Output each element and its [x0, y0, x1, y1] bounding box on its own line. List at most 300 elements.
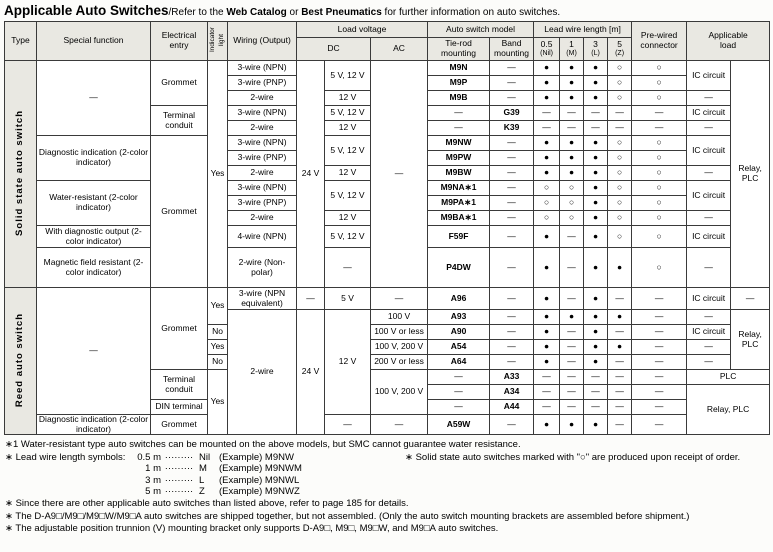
cell-wiring-m9pw: 3-wire (PNP): [228, 151, 297, 166]
cell-lead-m9bw-05: ●: [534, 166, 560, 181]
cell-ac-a54: 100 V, 200 V: [371, 340, 428, 355]
header-dc: DC: [297, 38, 371, 61]
cell-dcv-p4dw: —: [325, 248, 371, 288]
lead-length: 0.5 m: [137, 451, 161, 463]
cell-load-relay-a93: Relay, PLC: [731, 310, 770, 370]
cell-tierod-a34: —: [428, 385, 490, 400]
lead-example: (Example) M9NWM: [219, 463, 302, 475]
cell-model-a64: A64: [428, 355, 490, 370]
header-lead-col-5: [608, 38, 632, 61]
cell-lead-m9na-3: ●: [584, 181, 608, 196]
cell-load-ic-f59f: IC circuit: [687, 226, 731, 248]
cell-lead-f59f-1: —: [560, 226, 584, 248]
cell-tierod-a44: —: [428, 400, 490, 415]
cell-load-a93-left: —: [687, 310, 731, 325]
cell-lead-m9pw-5: ○: [608, 151, 632, 166]
title-web-catalog: Web Catalog: [226, 7, 287, 18]
cell-dc-24v-solid: 24 V: [297, 61, 325, 288]
cell-load-m9bw: —: [687, 166, 731, 181]
cell-model-a93: A93: [428, 310, 490, 325]
cell-lead-m9nw-3: ●: [584, 136, 608, 151]
cell-prewired-a96: —: [632, 288, 687, 310]
cell-prewired-a90: —: [632, 325, 687, 340]
cell-lead-p4dw-1: —: [560, 248, 584, 288]
cell-band-a59w: —: [490, 415, 534, 435]
cell-lead-k39-1: —: [560, 121, 584, 136]
cell-indicator-solid: Yes: [208, 61, 228, 288]
auto-switch-table: [4, 21, 770, 435]
cell-band-m9nw: —: [490, 136, 534, 151]
cell-lead-f59f-05: ●: [534, 226, 560, 248]
header-lead-col-3: [584, 38, 608, 61]
cell-load-ic-a96: IC circuit: [687, 288, 731, 310]
cell-lead-m9ba-5: ○: [608, 211, 632, 226]
cell-band-m9na: —: [490, 181, 534, 196]
cell-prewired-a33: —: [632, 370, 687, 385]
cell-lead-m9bw-5: ○: [608, 166, 632, 181]
cell-load-a54-left: —: [687, 340, 731, 355]
page-title: [4, 3, 769, 18]
lead-length: 1 m: [145, 463, 161, 475]
cell-lead-a90-05: ●: [534, 325, 560, 340]
cell-load-relay-solid: Relay, PLC: [731, 61, 770, 288]
lead-symbols-spacer: [5, 463, 133, 475]
header-special-function: Special function: [37, 22, 151, 61]
cell-indicator-a90: No: [208, 325, 228, 340]
cell-lead-a93-05: ●: [534, 310, 560, 325]
cell-lead-g39-3: —: [584, 106, 608, 121]
cell-lead-a96-1: —: [560, 288, 584, 310]
cell-load-a64-left: —: [687, 355, 731, 370]
cell-prewired-a64: —: [632, 355, 687, 370]
cell-wiring-m9n: 3-wire (NPN): [228, 61, 297, 76]
title-post: for further information on auto switches.: [381, 7, 561, 18]
cell-ac-a33-a44: 100 V, 200 V: [371, 370, 428, 415]
cell-lead-f59f-3: ●: [584, 226, 608, 248]
header-band-mounting: Band mounting: [490, 38, 534, 61]
cell-lead-m9pa-1: ○: [560, 196, 584, 211]
cell-dcv-a96: 5 V: [325, 288, 371, 310]
lead-dots: ·········: [164, 463, 194, 475]
cell-dcv-m9na-m9pa: 5 V, 12 V: [325, 181, 371, 211]
cell-indicator-a54: Yes: [208, 340, 228, 355]
cell-lead-a90-3: ●: [584, 325, 608, 340]
header-ac: AC: [371, 38, 428, 61]
cell-load-a96-right: —: [731, 288, 770, 310]
cell-model-p4dw: P4DW: [428, 248, 490, 288]
lead-symbol-row: [5, 463, 405, 475]
cell-prewired-m9ba: ○: [632, 211, 687, 226]
cell-model-a96: A96: [428, 288, 490, 310]
cell-lead-m9na-5: ○: [608, 181, 632, 196]
cell-model-a34: A34: [490, 385, 534, 400]
cell-lead-m9b-05: ●: [534, 91, 560, 106]
header-wiring-output: Wiring (Output): [228, 22, 297, 61]
cell-model-m9pa: M9PA∗1: [428, 196, 490, 211]
cell-lead-a59w-05: ●: [534, 415, 560, 435]
header-pre-wired-connector: Pre-wired connector: [632, 22, 687, 61]
cell-lead-a34-1: —: [560, 385, 584, 400]
cell-wiring-a96: 3-wire (NPN equivalent): [228, 288, 297, 310]
footnotes: [4, 435, 769, 535]
lead-example: (Example) M9NWL: [219, 474, 300, 486]
cell-lead-a96-5: —: [608, 288, 632, 310]
cell-band-m9pw: —: [490, 151, 534, 166]
cell-sf-magnetic-field: Magnetic field resistant (2-color indicator): [37, 248, 151, 288]
cell-prewired-m9na: ○: [632, 181, 687, 196]
cell-band-f59f: —: [490, 226, 534, 248]
cell-prewired-k39: —: [632, 121, 687, 136]
cell-model-m9ba: M9BA∗1: [428, 211, 490, 226]
cell-indicator-a64: No: [208, 355, 228, 370]
cell-lead-m9pw-3: ●: [584, 151, 608, 166]
title-subtitle: [169, 7, 561, 18]
cell-lead-m9pa-5: ○: [608, 196, 632, 211]
cell-lead-a33-05: —: [534, 370, 560, 385]
cell-dcv-m9n-m9p: 5 V, 12 V: [325, 61, 371, 91]
cell-lead-a93-5: ●: [608, 310, 632, 325]
cell-wiring-m9bw: 2-wire: [228, 166, 297, 181]
cell-model-g39: G39: [490, 106, 534, 121]
cell-dcv-m9nw-m9pw: 5 V, 12 V: [325, 136, 371, 166]
lead-dots: ·········: [164, 451, 194, 463]
cell-prewired-m9nw: ○: [632, 136, 687, 151]
cell-ac-solid: —: [371, 61, 428, 288]
cell-band-m9n: —: [490, 61, 534, 76]
title-or: or: [286, 7, 302, 18]
cell-dc-24v-reed: 24 V: [297, 310, 325, 435]
cell-lead-m9pa-3: ●: [584, 196, 608, 211]
cell-prewired-m9b: ○: [632, 91, 687, 106]
cell-lead-m9na-05: ○: [534, 181, 560, 196]
cell-band-a96: —: [490, 288, 534, 310]
cell-wiring-m9b: 2-wire: [228, 91, 297, 106]
header-load-voltage: Load voltage: [297, 22, 428, 38]
cell-lead-a59w-5: —: [608, 415, 632, 435]
cell-lead-k39-5: —: [608, 121, 632, 136]
cell-tierod-k39: —: [428, 121, 490, 136]
cell-entry-terminal-conduit-g39: Terminal conduit: [151, 106, 208, 136]
lead-example: (Example) M9NWZ: [219, 486, 300, 498]
cell-lead-a93-3: ●: [584, 310, 608, 325]
cell-entry-grommet-reed: Grommet: [151, 288, 208, 370]
cell-load-p4dw: —: [687, 248, 731, 288]
cell-lead-a59w-3: ●: [584, 415, 608, 435]
lead-dots: ·········: [164, 474, 194, 486]
cell-dc24-a96: —: [297, 288, 325, 310]
cell-lead-a64-5: —: [608, 355, 632, 370]
cell-lead-p4dw-3: ●: [584, 248, 608, 288]
lead-col-value: 1: [569, 39, 574, 50]
cell-lead-m9b-5: ○: [608, 91, 632, 106]
lead-col-value: 3: [593, 39, 598, 50]
cell-lead-m9p-1: ●: [560, 76, 584, 91]
cell-lead-a59w-1: ●: [560, 415, 584, 435]
cell-load-ic-m9n: IC circuit: [687, 61, 731, 91]
lead-symbols-spacer: [5, 486, 133, 498]
lead-symbol-row: [5, 452, 405, 464]
cell-lead-k39-3: —: [584, 121, 608, 136]
cell-load-plc-a33: PLC: [687, 370, 770, 385]
lead-symbol: Nil: [199, 451, 211, 463]
cell-lead-m9na-1: ○: [560, 181, 584, 196]
cell-model-a90: A90: [428, 325, 490, 340]
cell-dcv-m9bw: 12 V: [325, 166, 371, 181]
lead-length: 3 m: [145, 474, 161, 486]
cell-sf-none-reed: —: [37, 288, 151, 415]
cell-lead-a54-3: ●: [584, 340, 608, 355]
lead-example: (Example) M9NW: [219, 451, 294, 463]
cell-dcv-f59f: 5 V, 12 V: [325, 226, 371, 248]
cell-lead-a54-5: ●: [608, 340, 632, 355]
cell-wiring-m9p: 3-wire (PNP): [228, 76, 297, 91]
lead-symbols-spacer: [5, 475, 133, 487]
header-auto-switch-model: Auto switch model: [428, 22, 534, 38]
cell-lead-a96-05: ●: [534, 288, 560, 310]
lead-col-value: 5: [617, 39, 622, 50]
cell-prewired-m9pw: ○: [632, 151, 687, 166]
cell-lead-m9n-5: ○: [608, 61, 632, 76]
cell-load-ic-g39: IC circuit: [687, 106, 731, 121]
cell-wiring-m9ba: 2-wire: [228, 211, 297, 226]
cell-lead-m9n-1: ●: [560, 61, 584, 76]
cell-lead-p4dw-05: ●: [534, 248, 560, 288]
cell-lead-a33-1: —: [560, 370, 584, 385]
header-indicator-light-label: Indicator light: [209, 27, 225, 53]
lead-col-symbol: (L): [591, 49, 600, 57]
type-solid-state-label: Solid state auto switch: [14, 109, 26, 236]
cell-ac-a93: 100 V: [371, 310, 428, 325]
cell-load-relay-a34-a59w: Relay, PLC: [687, 385, 770, 435]
cell-band-p4dw: —: [490, 248, 534, 288]
cell-load-m9ba: —: [687, 211, 731, 226]
cell-lead-m9p-05: ●: [534, 76, 560, 91]
cell-wiring-k39: 2-wire: [228, 121, 297, 136]
cell-band-a93: —: [490, 310, 534, 325]
footnote-shipped: ∗ The D-A9□/M9□/M9□W/M9□A auto switches are shipped together, but not assembled. (Only the auto switch mounting brackets are assembled before shipment.): [5, 510, 690, 522]
cell-lead-m9n-3: ●: [584, 61, 608, 76]
cell-lead-a44-05: —: [534, 400, 560, 415]
cell-dcv-g39: 5 V, 12 V: [325, 106, 371, 121]
cell-model-m9b: M9B: [428, 91, 490, 106]
cell-lead-m9b-3: ●: [584, 91, 608, 106]
cell-prewired-a93: —: [632, 310, 687, 325]
cell-lead-m9ba-1: ○: [560, 211, 584, 226]
cell-lead-a64-1: —: [560, 355, 584, 370]
cell-lead-a54-05: ●: [534, 340, 560, 355]
cell-lead-a34-05: —: [534, 385, 560, 400]
cell-lead-a64-3: ●: [584, 355, 608, 370]
cell-lead-m9nw-05: ●: [534, 136, 560, 151]
cell-sf-none-solid: —: [37, 61, 151, 136]
cell-load-ic-a90: IC circuit: [687, 325, 731, 340]
footnote-lead-wire-symbols: [5, 452, 405, 498]
cell-lead-m9b-1: ●: [560, 91, 584, 106]
cell-sf-diagnostic: Diagnostic indication (2-color indicator): [37, 136, 151, 181]
cell-dcv-m9ba: 12 V: [325, 211, 371, 226]
header-applicable-load: [687, 22, 770, 61]
cell-lead-a33-5: —: [608, 370, 632, 385]
title-main: Applicable Auto Switches: [4, 3, 169, 18]
header-indicator-light: [208, 22, 228, 61]
cell-wiring-f59f: 4-wire (NPN): [228, 226, 297, 248]
lead-col-value: 0.5: [540, 39, 553, 50]
cell-lead-a44-1: —: [560, 400, 584, 415]
cell-lead-a34-5: —: [608, 385, 632, 400]
cell-lead-g39-5: —: [608, 106, 632, 121]
cell-model-a33: A33: [490, 370, 534, 385]
lead-symbol-row: [5, 475, 405, 487]
cell-model-k39: K39: [490, 121, 534, 136]
header-lead-col-1: [560, 38, 584, 61]
cell-wiring-m9na: 3-wire (NPN): [228, 181, 297, 196]
cell-lead-a44-3: —: [584, 400, 608, 415]
cell-dcv-m9b: 12 V: [325, 91, 371, 106]
cell-indicator-a96-a93: Yes: [208, 288, 228, 325]
cell-wiring-2wire-reed: 2-wire: [228, 310, 297, 435]
lead-symbol: Z: [199, 486, 205, 498]
cell-lead-g39-1: —: [560, 106, 584, 121]
cell-lead-p4dw-5: ●: [608, 248, 632, 288]
cell-band-a90: —: [490, 325, 534, 340]
cell-model-m9p: M9P: [428, 76, 490, 91]
cell-model-m9pw: M9PW: [428, 151, 490, 166]
cell-ac-a90: 100 V or less: [371, 325, 428, 340]
cell-dcv-k39: 12 V: [325, 121, 371, 136]
cell-prewired-a44: —: [632, 400, 687, 415]
type-reed: [5, 288, 37, 435]
cell-load-k39: —: [687, 121, 731, 136]
cell-load-ic-m9nw: IC circuit: [687, 136, 731, 166]
cell-lead-a34-3: —: [584, 385, 608, 400]
cell-lead-a93-1: ●: [560, 310, 584, 325]
cell-lead-m9ba-3: ●: [584, 211, 608, 226]
cell-lead-m9p-5: ○: [608, 76, 632, 91]
cell-tierod-a33: —: [428, 370, 490, 385]
cell-wiring-m9nw: 3-wire (NPN): [228, 136, 297, 151]
cell-ac-a64: 200 V or less: [371, 355, 428, 370]
cell-ac-a96: —: [371, 288, 428, 310]
cell-lead-a44-5: —: [608, 400, 632, 415]
cell-lead-m9bw-1: ●: [560, 166, 584, 181]
cell-band-m9bw: —: [490, 166, 534, 181]
header-applicable-load-label: Applicable load: [708, 30, 748, 50]
cell-model-m9bw: M9BW: [428, 166, 490, 181]
cell-model-f59f: F59F: [428, 226, 490, 248]
cell-ac-a59w: —: [371, 415, 428, 435]
cell-band-a64: —: [490, 355, 534, 370]
footnote-other-switches: ∗ Since there are other applicable auto switches than listed above, refer to page 185 for details.: [5, 497, 409, 509]
lead-symbols-prefix: ∗ Lead wire length symbols:: [5, 451, 126, 463]
cell-sf-diagnostic-reed: Diagnostic indication (2-color indicator): [37, 415, 151, 435]
cell-entry-din-terminal: DIN terminal: [151, 400, 208, 415]
lead-symbol: M: [199, 463, 207, 475]
cell-lead-m9nw-5: ○: [608, 136, 632, 151]
cell-band-m9b: —: [490, 91, 534, 106]
cell-lead-a90-5: —: [608, 325, 632, 340]
cell-lead-m9ba-05: ○: [534, 211, 560, 226]
cell-entry-grommet-solid2: Grommet: [151, 136, 208, 288]
cell-entry-terminal-conduit-a33: Terminal conduit: [151, 370, 208, 400]
lead-symbol: L: [199, 474, 205, 486]
footnote-order: ∗ Solid state auto switches marked with "○" are produced upon receipt of order.: [405, 451, 741, 463]
cell-sf-diag-output: With diagnostic output (2-color indicator): [37, 226, 151, 248]
cell-prewired-m9p: ○: [632, 76, 687, 91]
cell-dcv-a59w: —: [325, 415, 371, 435]
type-reed-label: Reed auto switch: [14, 312, 26, 407]
header-type: Type: [5, 22, 37, 61]
lead-dots: ·········: [164, 486, 194, 498]
cell-entry-grommet-m9: Grommet: [151, 61, 208, 106]
cell-load-m9b: —: [687, 91, 731, 106]
cell-lead-m9pw-1: ●: [560, 151, 584, 166]
cell-lead-a90-1: —: [560, 325, 584, 340]
cell-model-m9na: M9NA∗1: [428, 181, 490, 196]
title-best-pneumatics: Best Pneumatics: [301, 7, 382, 18]
cell-sf-water-resistant: Water-resistant (2-color indicator): [37, 181, 151, 226]
lead-symbol-row: [5, 486, 405, 498]
header-tie-rod-mounting: Tie-rod mounting: [428, 38, 490, 61]
cell-lead-a96-3: ●: [584, 288, 608, 310]
cell-model-a44: A44: [490, 400, 534, 415]
cell-prewired-a59w: —: [632, 415, 687, 435]
cell-tierod-g39: —: [428, 106, 490, 121]
cell-lead-m9n-05: ●: [534, 61, 560, 76]
lead-col-symbol: (M): [566, 49, 577, 57]
cell-prewired-g39: —: [632, 106, 687, 121]
cell-wiring-p4dw: 2-wire (Non-polar): [228, 248, 297, 288]
header-electrical-entry: Electrical entry: [151, 22, 208, 61]
cell-lead-a54-1: —: [560, 340, 584, 355]
cell-band-m9p: —: [490, 76, 534, 91]
cell-lead-m9p-3: ●: [584, 76, 608, 91]
cell-lead-m9pw-05: ●: [534, 151, 560, 166]
type-solid-state: [5, 61, 37, 288]
footnote-water-resistant: ∗1 Water-resistant type auto switches can be mounted on the above models, but SMC cannot guarantee water resistance.: [5, 439, 521, 451]
cell-lead-f59f-5: ○: [608, 226, 632, 248]
cell-lead-a64-05: ●: [534, 355, 560, 370]
cell-lead-k39-05: —: [534, 121, 560, 136]
cell-prewired-m9n: ○: [632, 61, 687, 76]
cell-prewired-a54: —: [632, 340, 687, 355]
cell-model-a54: A54: [428, 340, 490, 355]
cell-lead-m9bw-3: ●: [584, 166, 608, 181]
cell-band-m9ba: —: [490, 211, 534, 226]
footnote-trunnion: ∗ The adjustable position trunnion (V) mounting bracket only supports D-A9□, M9□, M9□W, and M9□A auto switches.: [5, 523, 499, 535]
lead-length: 5 m: [145, 486, 161, 498]
footnote-row-2: [5, 452, 768, 498]
cell-band-a54: —: [490, 340, 534, 355]
cell-prewired-p4dw: ○: [632, 248, 687, 288]
cell-model-m9nw: M9NW: [428, 136, 490, 151]
lead-col-symbol: (Z): [615, 49, 625, 57]
cell-lead-a33-3: —: [584, 370, 608, 385]
cell-prewired-m9pa: ○: [632, 196, 687, 211]
cell-prewired-f59f: ○: [632, 226, 687, 248]
cell-wiring-g39: 3-wire (NPN): [228, 106, 297, 121]
header-lead-col-05: [534, 38, 560, 61]
cell-dcv-12v-reed: 12 V: [325, 310, 371, 415]
cell-lead-m9nw-1: ●: [560, 136, 584, 151]
lead-col-symbol: (Nil): [540, 49, 553, 57]
cell-indicator-a33-a59w: Yes: [208, 370, 228, 435]
cell-load-ic-m9na: IC circuit: [687, 181, 731, 211]
cell-prewired-m9bw: ○: [632, 166, 687, 181]
cell-lead-g39-05: —: [534, 106, 560, 121]
cell-wiring-m9pa: 3-wire (PNP): [228, 196, 297, 211]
cell-band-m9pa: —: [490, 196, 534, 211]
cell-model-a59w: A59W: [428, 415, 490, 435]
